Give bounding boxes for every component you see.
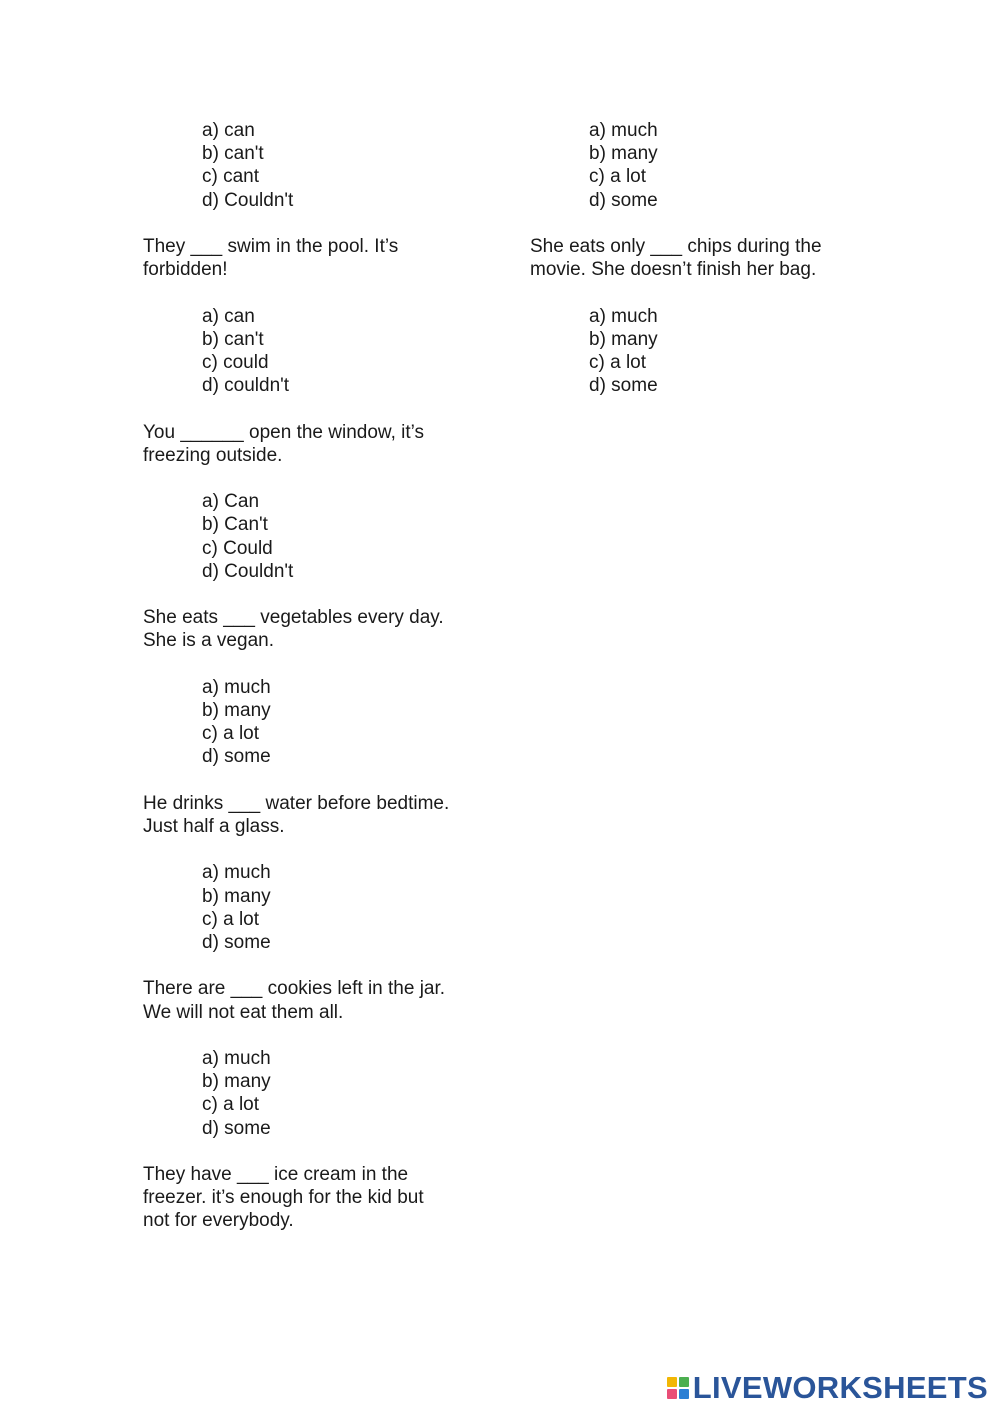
option-d: d) Couldn't [202, 560, 294, 582]
options-list [143, 861, 503, 954]
option-a: a) much [589, 120, 658, 141]
option-d: d) some [202, 931, 271, 953]
question-block [143, 119, 503, 212]
question-text: They have ___ ice cream in the freezer. it’s enough for the kid but not for everybody. [143, 1163, 424, 1232]
option-c: c) Could [202, 537, 273, 559]
option-d: d) some [202, 1117, 271, 1139]
option-a: a) much [202, 676, 271, 698]
question-block [143, 1047, 503, 1140]
option-b: b) many [202, 885, 271, 907]
option-b: b) Can't [202, 514, 268, 536]
option-a: a) much [589, 305, 658, 327]
options-list [143, 490, 503, 583]
option-d: d) some [589, 189, 658, 211]
question-block [143, 305, 503, 398]
option-b: b) many [589, 328, 658, 350]
option-d: d) some [202, 746, 271, 768]
question-block [530, 305, 860, 398]
options-list [143, 676, 503, 769]
options-list [143, 119, 503, 212]
question-text: You ______ open the window, it’s freezing outside. [143, 421, 425, 466]
option-d: d) Couldn't [202, 189, 294, 211]
question-text: They ___ swim in the pool. It’s forbidden! [143, 236, 399, 281]
options-list [530, 119, 860, 212]
question-block [143, 676, 503, 769]
option-c: c) cant [202, 166, 260, 188]
brand-name: LIVEWORKSHEETS [692, 1370, 988, 1405]
option-b: b) can't [202, 328, 264, 350]
option-b: b) can't [202, 143, 264, 165]
question-text: There are ___ cookies left in the jar. We will not eat them all. [143, 978, 446, 1023]
option-c: c) a lot [589, 166, 647, 188]
option-d: d) couldn't [202, 375, 290, 397]
options-list [530, 305, 860, 398]
option-d: d) some [589, 375, 658, 397]
option-b: b) many [202, 699, 271, 721]
option-a: a) much [202, 862, 271, 884]
option-a: a) can [202, 305, 255, 327]
question-block [143, 861, 503, 954]
options-list [143, 305, 503, 398]
logo-square-1 [667, 1377, 677, 1387]
right-column [530, 119, 860, 421]
option-b: b) many [202, 1071, 271, 1093]
left-column [143, 119, 503, 1256]
logo-square-2 [679, 1377, 689, 1387]
option-b: b) many [589, 143, 658, 165]
question-block [530, 119, 860, 212]
question-text: She eats ___ vegetables every day. She is a vegan. [143, 607, 444, 652]
question-block [143, 490, 503, 583]
option-c: c) a lot [202, 1094, 260, 1116]
question-text: She eats only ___ chips during the movie. She doesn’t finish her bag. [530, 236, 822, 281]
logo-grid-icon [667, 1377, 689, 1399]
option-a: a) much [202, 1047, 271, 1069]
options-list [143, 1047, 503, 1140]
logo-square-3 [667, 1389, 677, 1399]
option-c: c) could [202, 352, 269, 373]
option-c: c) a lot [589, 352, 647, 373]
option-a: a) Can [202, 491, 260, 513]
option-a: a) can [202, 120, 255, 141]
logo-square-4 [679, 1389, 689, 1399]
option-c: c) a lot [202, 723, 260, 745]
liveworksheets-logo [667, 1370, 988, 1406]
option-c: c) a lot [202, 908, 260, 930]
question-text: He drinks ___ water before bedtime. Just half a glass. [143, 792, 450, 837]
